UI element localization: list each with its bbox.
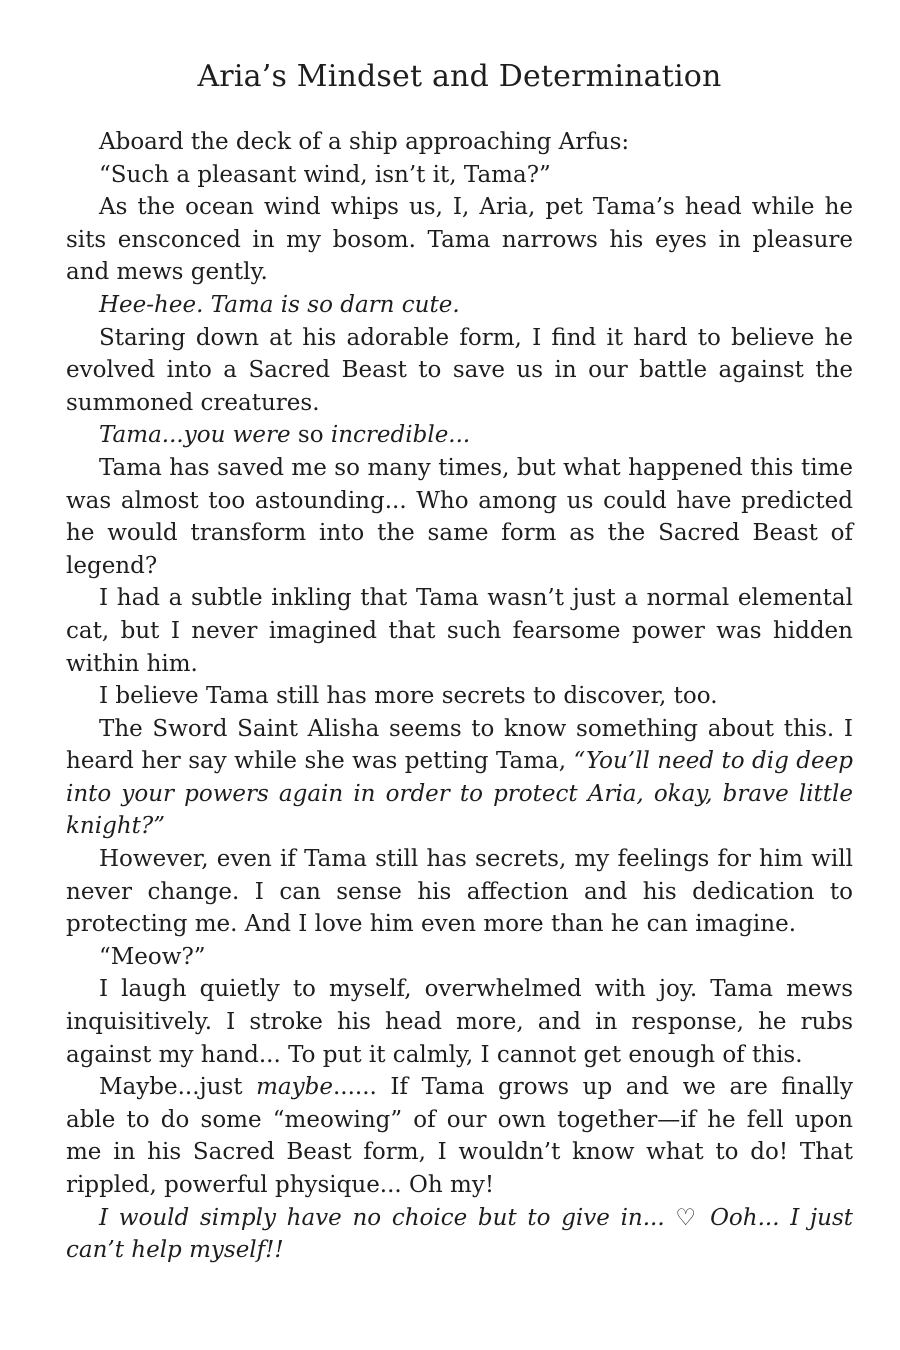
- paragraph: [66, 1202, 853, 1267]
- paragraph: [66, 1071, 853, 1201]
- text-run: The Sword Saint Alisha seems to know something about this. I heard her say while she was petting Tama,: [66, 715, 853, 775]
- paragraph: [66, 419, 853, 452]
- text-run: Aboard the deck of a ship approaching Arfus:: [99, 129, 630, 155]
- paragraph: [66, 973, 853, 1071]
- italic-text: Tama...you were: [99, 422, 298, 449]
- paragraph: [66, 289, 853, 322]
- text-run: However, even if Tama still has secrets, my feelings for him will never change. I can sense his affection and his dedication to protecting me. And I love him even more than he can imagine.: [66, 846, 853, 938]
- text-run: I believe Tama still has more secrets to discover, too.: [99, 683, 718, 710]
- paragraph: [66, 680, 853, 713]
- italic-text: maybe: [256, 1074, 333, 1101]
- paragraph: [66, 322, 853, 420]
- chapter-title: Aria’s Mindset and Determination: [197, 59, 722, 94]
- text-run: As the ocean wind whips us, I, Aria, pet Tama’s head while he sits ensconced in my bosom. Tama narrows his eyes in pleasure and mews gently.: [66, 194, 853, 286]
- book-page: [66, 56, 853, 1267]
- italic-text: “You’ll need to dig deep into your powers again in order to protect Aria, okay, brave little knight?”: [66, 748, 853, 840]
- text-run: I laugh quietly to myself, overwhelmed with joy. Tama mews inquisitively. I stroke his head more, and in response, he rubs against my hand... To put it calmly, I cannot get enough of this.: [66, 976, 853, 1068]
- text-run: Staring down at his adorable form, I find it hard to believe he evolved into a Sacred Beast to save us in our battle against the summoned creatures.: [66, 324, 853, 416]
- text-run: so: [297, 422, 324, 449]
- text-run: Maybe...just: [99, 1074, 257, 1101]
- text-run: ...... If Tama grows up and we are finally able to do some “meowing” of our own together—if he fell upon me in his Sacred Beast form, I wouldn’t know what to do! That rippled, powerful physique... Oh my!: [66, 1074, 853, 1198]
- text-run: “Meow?”: [99, 943, 206, 970]
- paragraph: [66, 941, 853, 974]
- text-run: I had a subtle inkling that Tama wasn’t just a normal elemental cat, but I never imagined that such fearsome power was hidden within him.: [66, 585, 853, 677]
- italic-text: incredible...: [323, 422, 471, 449]
- text-run: “Such a pleasant wind, isn’t it, Tama?”: [99, 161, 551, 188]
- paragraph: [66, 843, 853, 941]
- paragraph: [66, 191, 853, 289]
- paragraph: [66, 713, 853, 843]
- text-run: Tama has saved me so many times, but what happened this time was almost too astounding... Who among us could have predicted he would transform into the same form as the Sacred Beast of legend?: [66, 454, 853, 579]
- paragraph: [66, 582, 853, 680]
- italic-text: Hee-hee. Tama is so darn cute.: [99, 291, 460, 318]
- body-text: [66, 126, 853, 1267]
- italic-text: I would simply have no choice but to give in... ♡ Ooh... I just can’t help myself!!: [66, 1204, 853, 1264]
- paragraph: [66, 159, 853, 192]
- paragraph: [66, 452, 853, 582]
- paragraph: [66, 126, 853, 159]
